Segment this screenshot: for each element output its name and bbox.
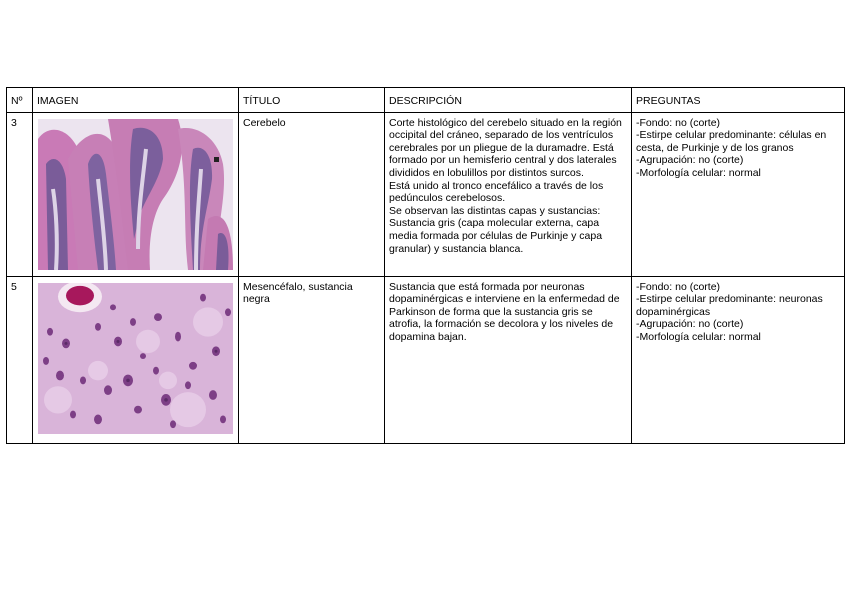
description-cell: Sustancia que está formada por neuronas dopaminérgicas e interviene en la enfermedad de Parkinson de forma que la sustancia gris se atrofia, la formación se decolora y los niveles de dopamina bajan. (385, 276, 632, 443)
header-image: IMAGEN (33, 88, 239, 113)
image-cell (33, 276, 239, 443)
table-row (7, 276, 845, 443)
description-cell: Corte histológico del cerebelo situado en la región occipital del cráneo, separado de los ventrículos cerebrales por un pliegue de la duramadre. Está formado por un hemisferio central y dos laterales divididos en lobulillos por distintos surcos. Está unido al tronco encefálico a través de los pedúnculos cerebelosos. Se observan las distintas capas y sustancias: Sustancia gris (capa molecular externa, capa media formada por células de Purkinje y capa granular) y sustancia blanca. (385, 112, 632, 276)
cerebellum-micrograph (38, 119, 233, 270)
histology-table (6, 87, 845, 444)
title-cell: Cerebelo (239, 112, 385, 276)
header-title: TÍTULO (239, 88, 385, 113)
title-cell: Mesencéfalo, sustancia negra (239, 276, 385, 443)
questions-cell: -Fondo: no (corte) -Estirpe celular predominante: células en cesta, de Purkinje y de los granos -Agrupación: no (corte) -Morfología celular: normal (632, 112, 845, 276)
image-cell (33, 112, 239, 276)
substantia-nigra-micrograph (38, 283, 233, 434)
header-row (7, 88, 845, 113)
header-num: Nº (7, 88, 33, 113)
table-row (7, 112, 845, 276)
questions-cell: -Fondo: no (corte) -Estirpe celular predominante: neuronas dopaminérgicas -Agrupación: no (corte) -Morfología celular: normal (632, 276, 845, 443)
row-number: 3 (7, 112, 33, 276)
header-description: DESCRIPCIÓN (385, 88, 632, 113)
header-questions: PREGUNTAS (632, 88, 845, 113)
row-number: 5 (7, 276, 33, 443)
